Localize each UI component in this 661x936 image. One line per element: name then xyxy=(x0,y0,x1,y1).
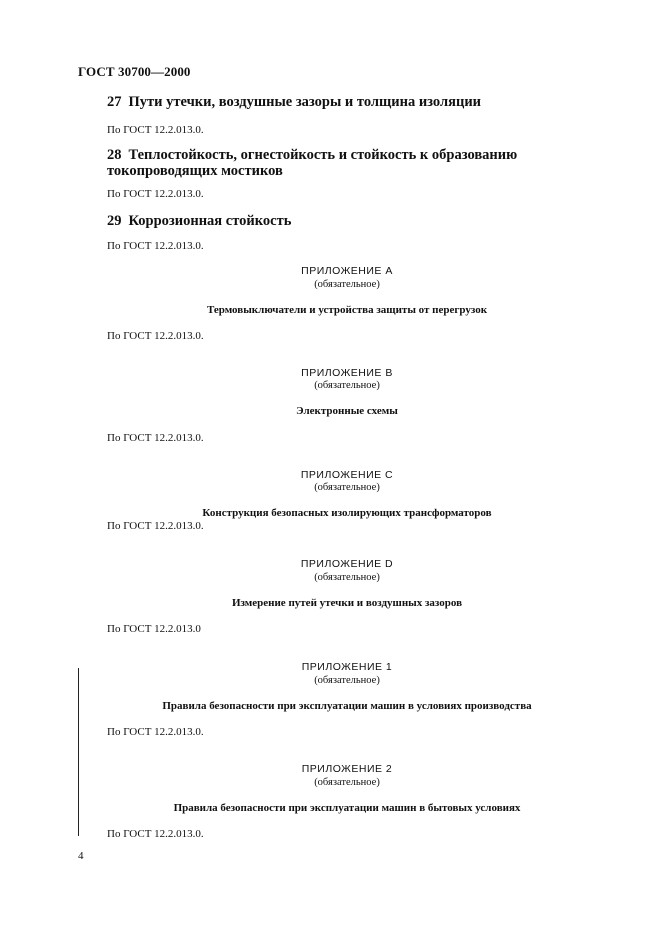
section-heading-29 xyxy=(107,213,291,229)
appendix-b-text: По ГОСТ 12.2.013.0. xyxy=(107,432,204,444)
appendix-c-label: ПРИЛОЖЕНИЕ С xyxy=(300,469,394,481)
appendix-c-status: (обязательное) xyxy=(314,482,380,493)
section-text-27: По ГОСТ 12.2.013.0. xyxy=(107,124,204,136)
section-number: 29 xyxy=(107,213,122,229)
appendix-2-label: ПРИЛОЖЕНИЕ 2 xyxy=(301,763,393,775)
appendix-2-status: (обязательное) xyxy=(314,777,380,788)
appendix-a-text: По ГОСТ 12.2.013.0. xyxy=(107,330,204,342)
section-text-28: По ГОСТ 12.2.013.0. xyxy=(107,188,204,200)
appendix-2-title: Правила безопасности при эксплуатации машин в бытовых условиях xyxy=(173,802,521,814)
appendix-1-label: ПРИЛОЖЕНИЕ 1 xyxy=(301,661,393,673)
appendix-1-text: По ГОСТ 12.2.013.0. xyxy=(107,726,204,738)
appendix-d-title: Измерение путей утечки и воздушных зазоров xyxy=(231,597,463,609)
document-header: ГОСТ 30700—2000 xyxy=(78,64,191,79)
appendix-a-title: Термовыключатели и устройства защиты от перегрузок xyxy=(206,304,488,316)
appendix-1-title: Правила безопасности при эксплуатации машин в условиях производства xyxy=(162,700,532,712)
appendix-c-title: Конструкция безопасных изолирующих трансформаторов xyxy=(202,507,492,519)
appendix-d-status: (обязательное) xyxy=(314,572,380,583)
section-title: Пути утечки, воздушные зазоры и толщина изоляции xyxy=(128,94,482,110)
appendix-2-text: По ГОСТ 12.2.013.0. xyxy=(107,828,204,840)
section-number: 28 xyxy=(107,147,122,163)
section-title: Коррозионная стойкость xyxy=(128,213,292,229)
section-number: 27 xyxy=(107,94,122,110)
appendix-1-status: (обязательное) xyxy=(314,675,380,686)
appendix-b-label: ПРИЛОЖЕНИЕ В xyxy=(301,367,393,379)
appendix-b-status: (обязательное) xyxy=(314,380,380,391)
section-text-29: По ГОСТ 12.2.013.0. xyxy=(107,240,204,252)
section-heading-27 xyxy=(107,94,481,110)
appendix-c-text: По ГОСТ 12.2.013.0. xyxy=(107,520,204,532)
appendix-d-label: ПРИЛОЖЕНИЕ D xyxy=(300,558,394,570)
appendix-a-label: ПРИЛОЖЕНИЕ А xyxy=(301,265,393,277)
appendix-d-text: По ГОСТ 12.2.013.0 xyxy=(107,623,201,635)
appendix-b-title: Электронные схемы xyxy=(296,405,398,417)
section-title: Теплостойкость, огнестойкость и стойкость к образованию токопроводящих мостиков xyxy=(107,147,518,179)
appendix-a-status: (обязательное) xyxy=(314,279,380,290)
section-heading-28 xyxy=(107,147,547,179)
page-number: 4 xyxy=(78,850,84,862)
